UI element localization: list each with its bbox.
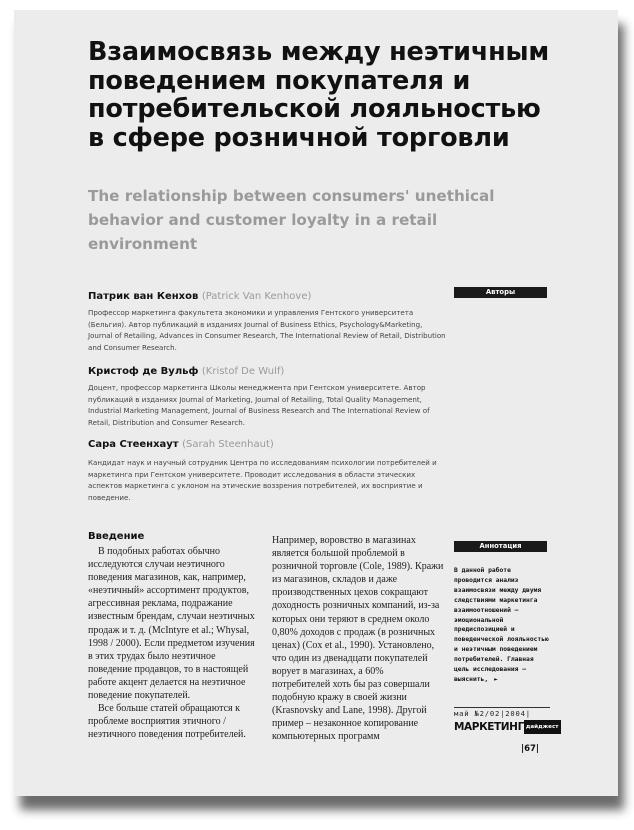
journal-footer bbox=[454, 707, 559, 734]
authors-label: Авторы bbox=[454, 287, 547, 298]
journal-issue: май №2/02|2004| bbox=[454, 709, 531, 718]
author-name-latin: (Sarah Steenhaut) bbox=[182, 439, 274, 450]
abstract-text: В данной работе проводится анализ взаимосвязи между двумя следствиями маркетинга взаимоотношений – эмоциональной предиспозицией и поведенческой лояльностью и неэтичным поведением потребителей. Главная цель исследования – выяснить, bbox=[454, 567, 549, 683]
author-name bbox=[88, 291, 508, 302]
body-column-1 bbox=[88, 545, 260, 741]
author-name-ru: Патрик ван Кенхов bbox=[88, 291, 199, 302]
author-bio: Профессор маркетинга факультета экономики и управления Гентского университета (Бельгия). Автор публикаций в изданиях Journal of Business Ethics, Psychology&Marketing, Journal of Retailing, Advances in Consumer Research, The International Review of Retail, Distribution and Consumer Research. bbox=[88, 308, 446, 352]
abstract bbox=[454, 566, 550, 685]
article-page bbox=[14, 10, 618, 796]
abstract-label: Аннотация bbox=[454, 541, 547, 552]
arrow-right-icon: ► bbox=[494, 675, 498, 683]
author-bio: Доцент, профессор маркетинга Школы менеджмента при Гентском университете. Автор публикаций в изданиях Journal of Marketing, Journal of Retailing, Total Quality Management, Industrial Marketing Management, Journal of Business Research and The International Review of Retail, Distribution and Consumer Research. bbox=[88, 383, 430, 427]
page-number: |67| bbox=[521, 744, 540, 754]
author-bio: Кандидат наук и научный сотрудник Центра по исследованиям психологии потребителей и маркетинга при Гентском университете. Проводит исследования в области этических аспектов маркетинга с уклоном на этические воззрения потребителей, их восприятие и поведение. bbox=[88, 458, 437, 502]
article-title-ru: Взаимосвязь между неэтичным поведением покупателя и потребительской лояльностью в сфере розничной торговли bbox=[88, 37, 550, 153]
journal-name: МАРКЕТИНГ bbox=[454, 721, 524, 733]
author-name-latin: (Kristof De Wulf) bbox=[201, 366, 285, 377]
intro-heading: Введение bbox=[88, 531, 145, 542]
journal-badge: дайджест bbox=[524, 720, 561, 734]
author-name bbox=[88, 366, 508, 377]
body-column-2 bbox=[272, 534, 444, 744]
journal-logo bbox=[454, 719, 559, 734]
author-name bbox=[88, 439, 508, 450]
author-name-ru: Сара Стеенхаут bbox=[88, 439, 179, 450]
body-paragraph: Например, воровство в магазинах является большой проблемой в розничной торговле (Cole, 1989). Кражи из магазинов, складов и даже производственных цехов сокращают доходность розничных компаний, из-за которых они теряют в среднем около 0,80% доходов с продаж (в розничных ценах) (Cox et al., 1990). Установлено, что один из двенадцати покупателей ворует в магазинах, а 60% потребителей хоть бы раз совершали подобную кражу в своей жизни (Krasnovsky and Lane, 1998). Другой пример – незаконное копирование компьютерных программ bbox=[272, 535, 444, 743]
author-name-ru: Кристоф де Вульф bbox=[88, 366, 199, 377]
author-name-latin: (Patrick Van Kenhove) bbox=[201, 291, 312, 302]
body-paragraph: В подобных работах обычно исследуются случаи неэтичного поведения магазинов, как, например, «неэтичный» ассортимент продуктов, агрессивная реклама, подражание известным брендам, случаи неэтичных продаж и т. д. (McIntyre et al.; Whysal, 1998 / 2000). Если предметом изучения в этих трудах было неэтичное поведение продавцов, то в настоящей работе акцент делается на неэтичное поведение покупателей. bbox=[88, 546, 255, 702]
body-paragraph: Все больше статей обращаются к проблеме восприятия этичного / неэтичного поведения потребителей. bbox=[88, 703, 246, 741]
article-title-en: The relationship between consumers' unethical behavior and customer loyalty in a retail environment bbox=[88, 187, 495, 253]
